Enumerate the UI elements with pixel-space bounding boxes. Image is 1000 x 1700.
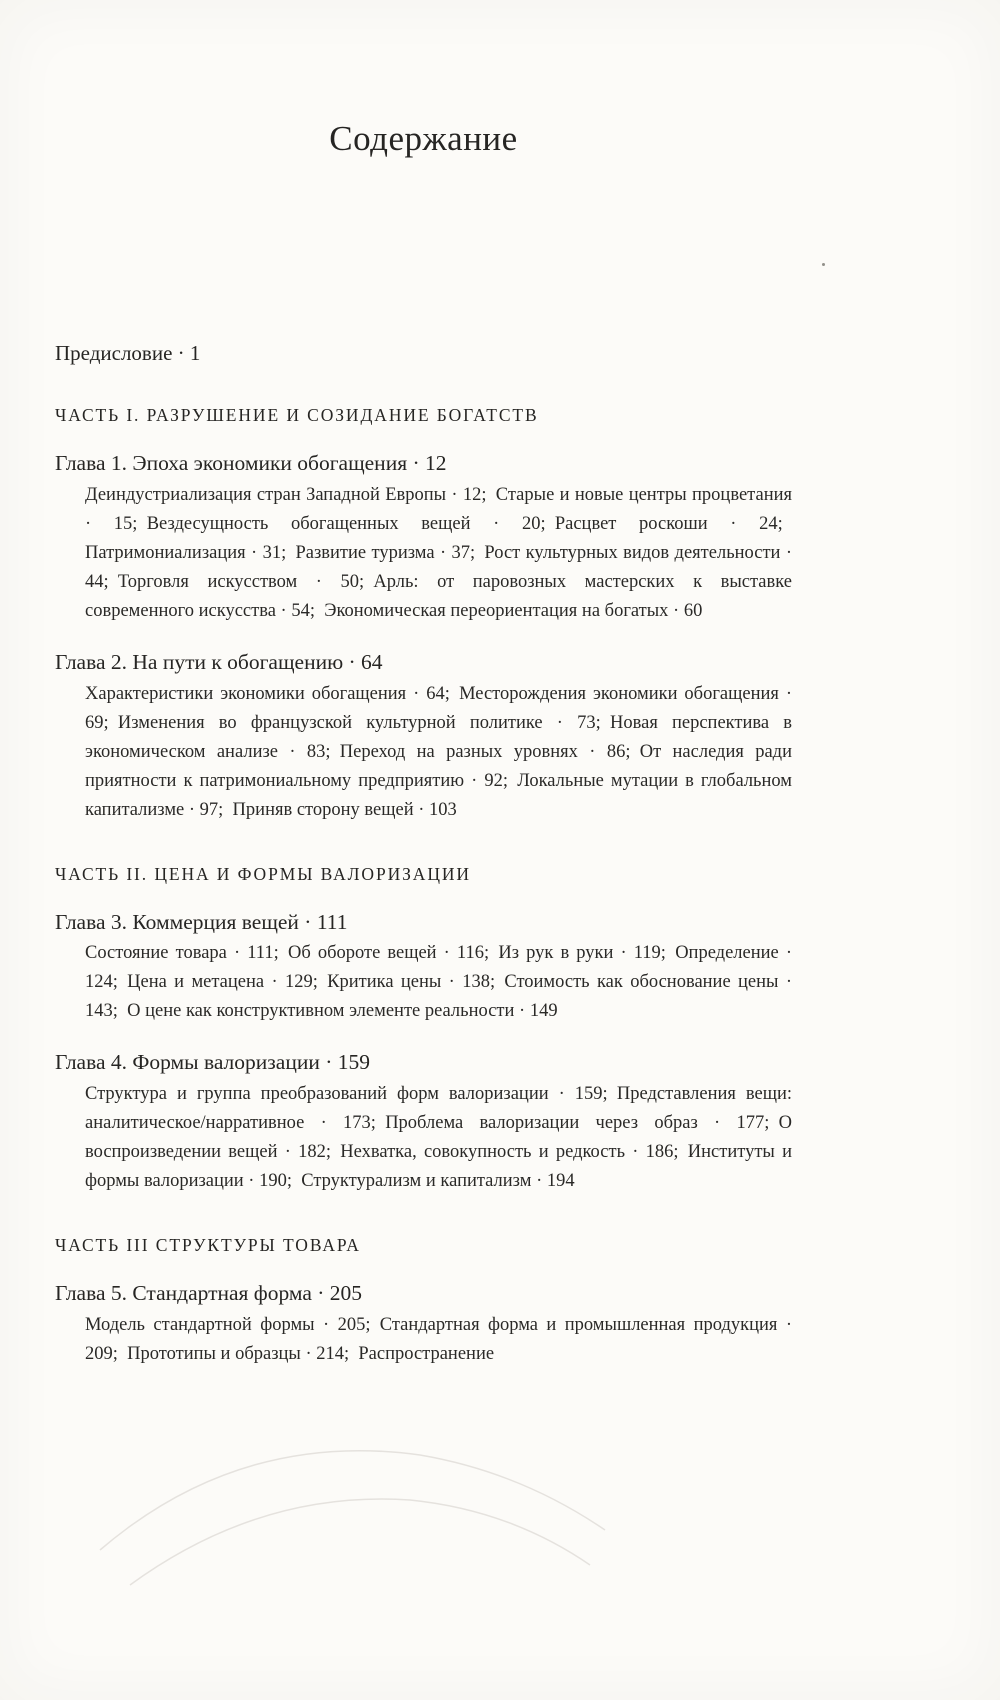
scan-curl-artifact [90, 1400, 610, 1600]
part-heading: ЧАСТЬ I. РАЗРУШЕНИЕ И СОЗИДАНИЕ БОГАТСТВ [55, 405, 539, 426]
part-heading: ЧАСТЬ II. ЦЕНА И ФОРМЫ ВАЛОРИЗАЦИИ [55, 863, 471, 884]
chapter-topics: Модель стандартной формы · 205; Стандартная форма и промышленная продукция · 209; Прототипы и образцы · 214; Распространение [85, 1314, 792, 1364]
toc-chapter [55, 450, 792, 626]
toc-chapter [55, 1049, 792, 1196]
chapter-topics: Характеристики экономики обогащения · 64; Месторождения экономики обогащения · 69; Изменения во французской культурной политике · 73; Новая перспектива в экономическом анализе · 83; Переход на разных уровнях · 86; От наследия ради приятности к патримониальному предприятию · 92; Локальные мутации в глобальном капитализме · 97; Приняв сторону вещей · 103 [85, 683, 792, 820]
part-heading: ЧАСТЬ III СТРУКТУРЫ ТОВАРА [55, 1235, 361, 1256]
toc-part-3 [55, 1234, 792, 1369]
toc-chapter [55, 909, 792, 1027]
chapter-title: Глава 5. Стандартная форма · 205 [55, 1281, 363, 1305]
scan-speck-artifact [822, 263, 825, 266]
chapter-topics: Состояние товара · 111; Об обороте вещей · 116; Из рук в руки · 119; Определение · 124; Цена и метацена · 129; Критика цены · 138; Стоимость как обоснование цены · 143; О цене как конструктивном элементе реальности · 149 [85, 943, 792, 1022]
chapter-title: Глава 4. Формы валоризации · 159 [55, 1050, 371, 1075]
page-title: Содержание [329, 119, 518, 158]
toc-entry-preface: Предисловие · 1 [55, 341, 201, 365]
toc-part-2 [55, 863, 792, 1197]
chapter-topics: Деиндустриализация стран Западной Европы · 12; Старые и новые центры процветания · 15; Вездесущность обогащенных вещей · 20; Расцвет роскоши · 24; Патримониализация · 31; Развитие туризма · 37; Рост культурных видов деятельности · 44; Торговля искусством · 50; Арль: от паровозных мастерских к выставке современного искусства · 54; Экономическая переориентация на богатых · 60 [85, 484, 792, 621]
chapter-title: Глава 3. Коммерция вещей · 111 [55, 909, 348, 934]
toc-part-1 [55, 404, 792, 825]
chapter-topics: Структура и группа преобразований форм валоризации · 159; Представления вещи: аналитическое/нарративное · 173; Проблема валоризации через образ · 177; О воспроизведении вещей · 182; Нехватка, совокупность и редкость · 186; Институты и формы валоризации · 190; Структурализм и капитализм · 194 [85, 1084, 792, 1192]
toc-chapter [55, 649, 792, 825]
toc-chapter [55, 1280, 792, 1369]
chapter-title: Глава 2. На пути к обогащению · 64 [55, 649, 383, 674]
chapter-title: Глава 1. Эпоха экономики обогащения · 12 [55, 451, 447, 475]
toc-content [0, 118, 1000, 1369]
